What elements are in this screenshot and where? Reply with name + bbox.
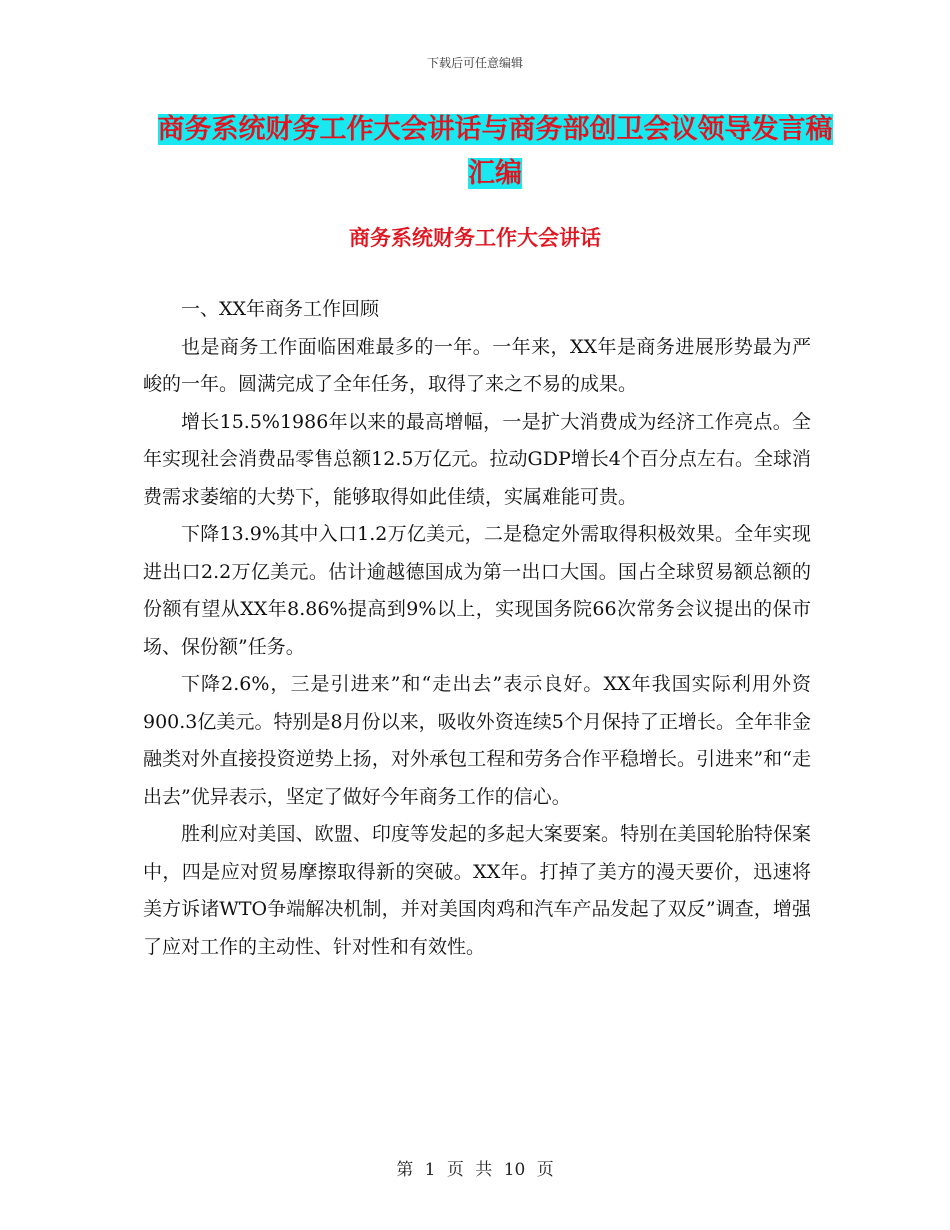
- document-title-text: 商务系统财务工作大会讲话与商务部创卫会议领导发言稿汇编: [157, 114, 833, 189]
- paragraph: 也是商务工作面临困难最多的一年。一年来，XX年是商务进展形势最为严峻的一年。圆满完成了全年任务，取得了来之不易的成果。: [143, 335, 811, 395]
- section-title: 商务系统财务工作大会讲话: [349, 226, 601, 250]
- page-number-footer: 第 1 页 共 10 页: [396, 1160, 554, 1180]
- page-header-note: 下载后可任意编辑: [426, 56, 523, 70]
- paragraph: 下降2.6%，三是引进来”和“走出去”表示良好。XX年我国实际利用外资900.3亿美元。特别是8月份以来，吸收外资连续5个月保持了正增长。全年非金融类对外直接投资逆势上扬，对外承包工程和劳务合作平稳增长。引进来”和“走出去”优异表示，坚定了做好今年商务工作的信心。: [143, 673, 811, 808]
- document-body: [143, 291, 811, 966]
- paragraph: 胜利应对美国、欧盟、印度等发起的多起大案要案。特别在美国轮胎特保案中，四是应对贸易摩擦取得新的突破。XX年。打掉了美方的漫天要价，迅速将美方诉诸WTO争端解决机制，并对美国肉鸡和汽车产品发起了双反”调查，增强了应对工作的主动性、针对性和有效性。: [143, 823, 811, 958]
- paragraph: 一、XX年商务工作回顾: [181, 298, 380, 320]
- document-title: [150, 108, 840, 196]
- paragraph: 下降13.9%其中入口1.2万亿美元，二是稳定外需取得积极效果。全年实现进出口2.2万亿美元。估计逾越德国成为第一出口大国。国占全球贸易额总额的份额有望从XX年8.86%提高到9%以上，实现国务院66次常务会议提出的保市场、保份额”任务。: [143, 523, 811, 658]
- paragraph: 增长15.5%1986年以来的最高增幅，一是扩大消费成为经济工作亮点。全年实现社会消费品零售总额12.5万亿元。拉动GDP增长4个百分点左右。全球消费需求萎缩的大势下，能够取得如此佳绩，实属难能可贵。: [143, 410, 811, 508]
